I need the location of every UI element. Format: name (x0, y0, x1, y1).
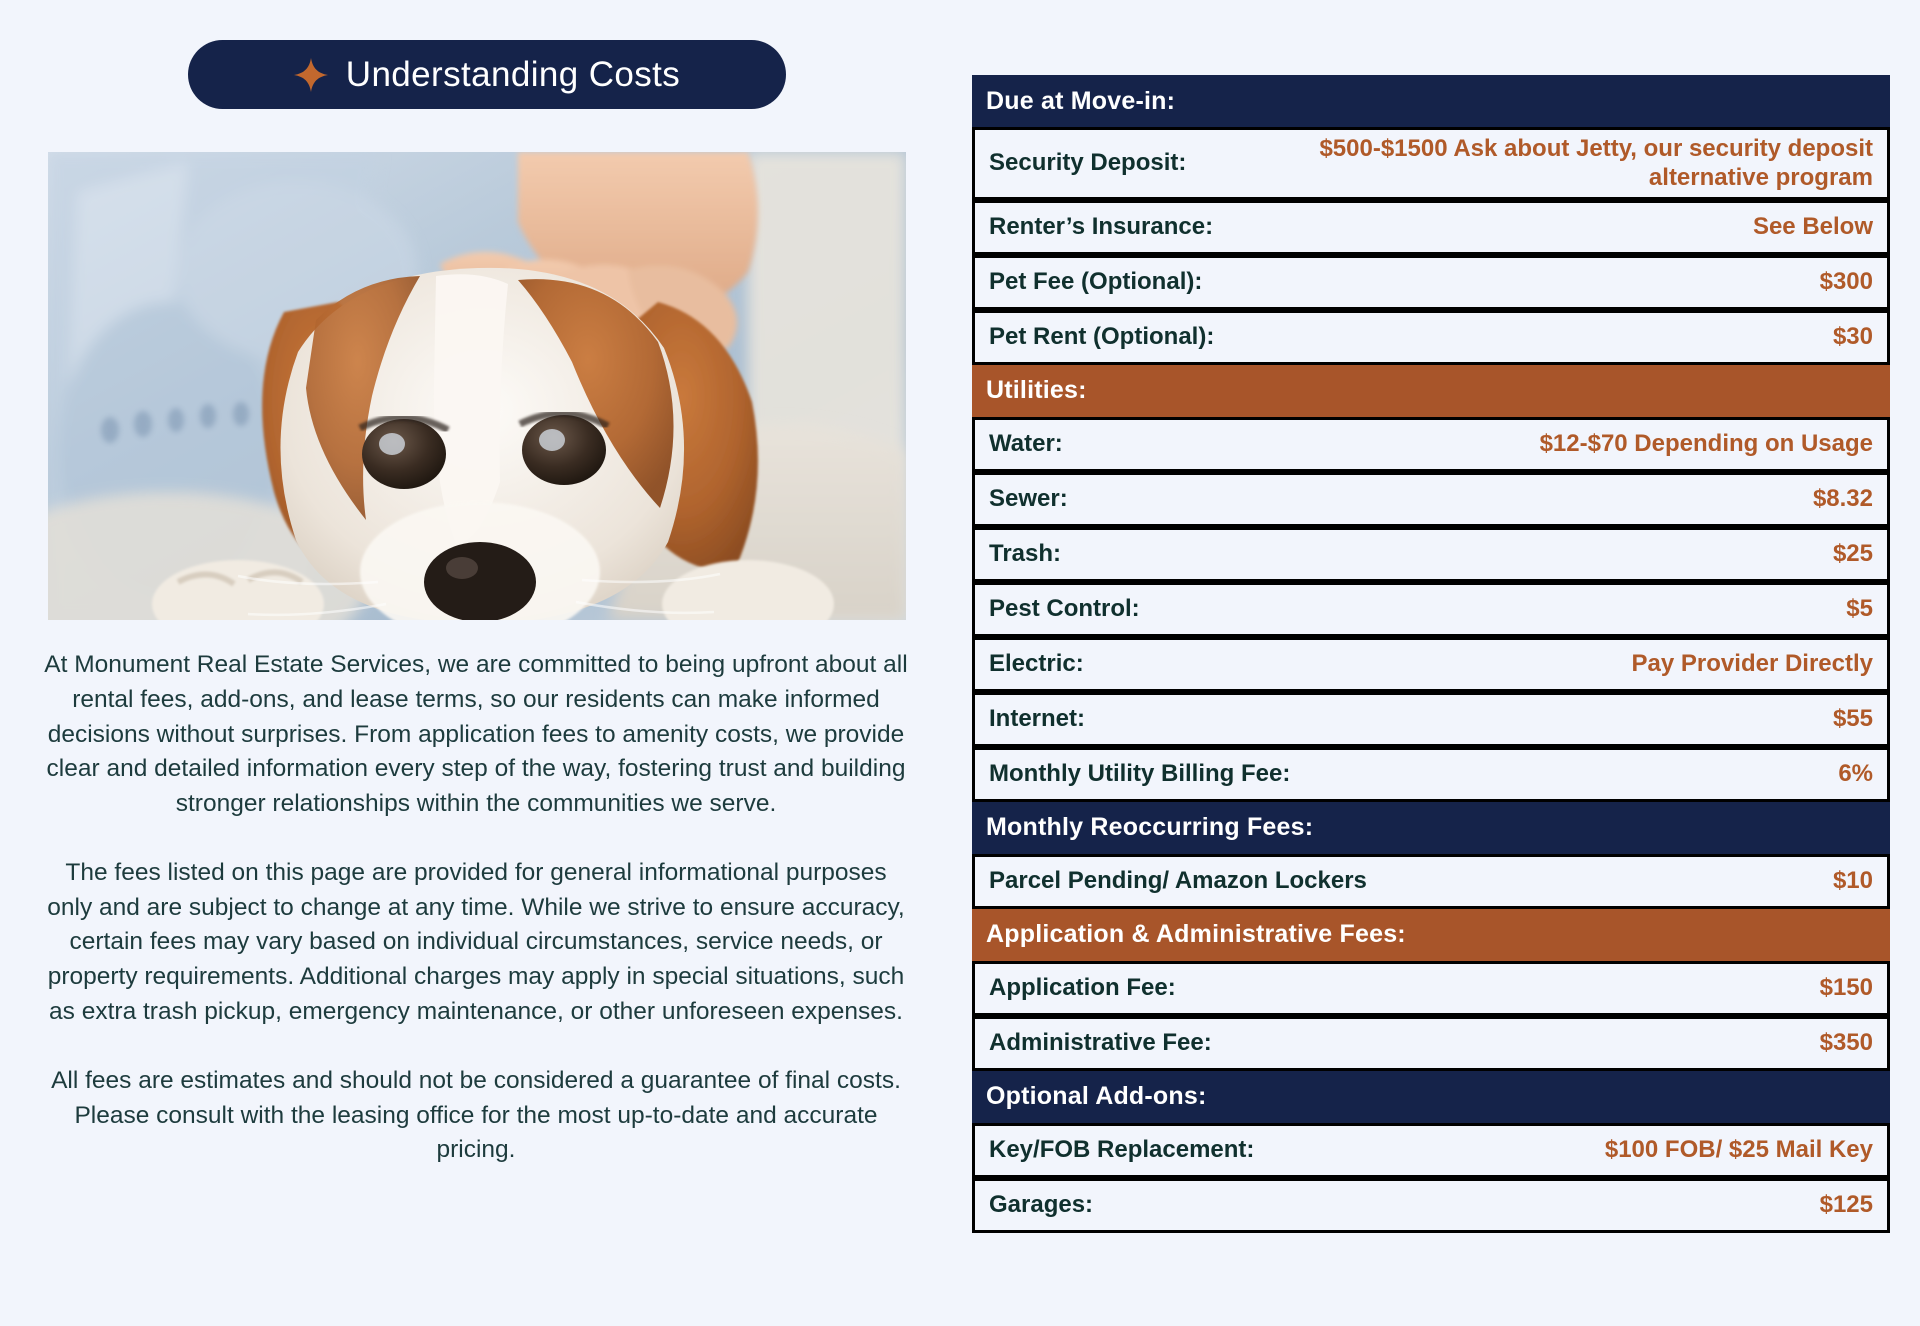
fee-label: Key/FOB Replacement: (989, 1136, 1255, 1164)
fee-row (972, 747, 1890, 802)
fee-section-heading: Due at Move-in: (972, 75, 1890, 127)
fee-value: $30 (1832, 323, 1873, 351)
intro-paragraph-2: The fees listed on this page are provided for general informational purposes only and are subject to change at any time. While we strive to ensure accuracy, certain fees may vary based on individual circumstances, service needs, or property requirements. Additional charges may apply in special situations, such as extra trash pickup, emergency maintenance, or other unforeseen expenses. (47, 858, 905, 1026)
dog-photo-illustration (48, 152, 906, 620)
fee-label: Sewer: (989, 485, 1068, 513)
fee-value: $5 (1846, 595, 1873, 623)
fee-label: Security Deposit: (989, 149, 1187, 177)
fee-label: Electric: (989, 650, 1084, 678)
intro-paragraph-1: At Monument Real Estate Services, we are committed to being upfront about all rental fees, add-ons, and lease terms, so our residents can make informed decisions without surprises. From application fees to amenity costs, we provide clear and detailed information every step of the way, fostering trust and building stronger relationships within the communities we serve. (44, 651, 908, 818)
fee-row (972, 582, 1890, 637)
fee-value: $25 (1832, 540, 1873, 568)
fee-row (972, 127, 1890, 200)
fee-label: Monthly Utility Billing Fee: (989, 760, 1291, 788)
fee-value: $55 (1832, 705, 1873, 733)
fee-row (972, 472, 1890, 527)
fee-row (972, 417, 1890, 472)
fee-row (972, 637, 1890, 692)
fee-section-heading: Application & Administrative Fees: (972, 909, 1890, 961)
fee-schedule-table (972, 75, 1890, 1233)
fee-value: $500-$1500 Ask about Jetty, our security deposit alternative program (1319, 135, 1873, 192)
fee-row (972, 255, 1890, 310)
dog-photo (48, 152, 906, 620)
fee-section-heading: Utilities: (972, 365, 1890, 417)
fee-label: Trash: (989, 540, 1062, 568)
fee-row (972, 310, 1890, 365)
fee-section-heading: Optional Add-ons: (972, 1071, 1890, 1123)
fee-label: Internet: (989, 705, 1085, 733)
fee-row (972, 961, 1890, 1016)
fee-row (972, 1123, 1890, 1178)
sparkle-icon (294, 58, 328, 92)
fee-label: Renter’s Insurance: (989, 213, 1214, 241)
fee-value: $150 (1819, 974, 1873, 1002)
fee-value: $10 (1832, 867, 1873, 895)
fee-label: Administrative Fee: (989, 1029, 1212, 1057)
fee-row (972, 692, 1890, 747)
fee-value: See Below (1752, 213, 1873, 241)
page-title: Understanding Costs (345, 54, 681, 94)
fee-value: $12-$70 Depending on Usage (1539, 430, 1873, 458)
fee-value: $100 FOB/ $25 Mail Key (1604, 1136, 1873, 1164)
fee-value: $300 (1819, 268, 1873, 296)
fee-value: Pay Provider Directly (1631, 650, 1873, 678)
fee-section-heading: Monthly Reoccurring Fees: (972, 802, 1890, 854)
fee-value: $125 (1819, 1191, 1873, 1219)
intro-copy (40, 648, 912, 1168)
fee-value: 6% (1838, 760, 1873, 788)
intro-paragraph-3: All fees are estimates and should not be considered a guarantee of final costs. Please consult with the leasing office for the most up-to-date and accurate pricing. (51, 1066, 901, 1164)
fee-row (972, 854, 1890, 909)
fee-row (972, 527, 1890, 582)
fee-label: Pet Rent (Optional): (989, 323, 1215, 351)
fee-label: Garages: (989, 1191, 1094, 1219)
fee-label: Parcel Pending/ Amazon Lockers (989, 867, 1367, 895)
fee-row (972, 1178, 1890, 1233)
fee-label: Pest Control: (989, 595, 1140, 623)
page-title-badge (188, 40, 786, 109)
fee-label: Water: (989, 430, 1063, 458)
fee-row (972, 200, 1890, 255)
fee-value: $350 (1819, 1029, 1873, 1057)
fee-row (972, 1016, 1890, 1071)
fee-value: $8.32 (1812, 485, 1873, 513)
left-content-column (0, 0, 930, 1326)
fee-label: Pet Fee (Optional): (989, 268, 1203, 296)
fee-label: Application Fee: (989, 974, 1176, 1002)
